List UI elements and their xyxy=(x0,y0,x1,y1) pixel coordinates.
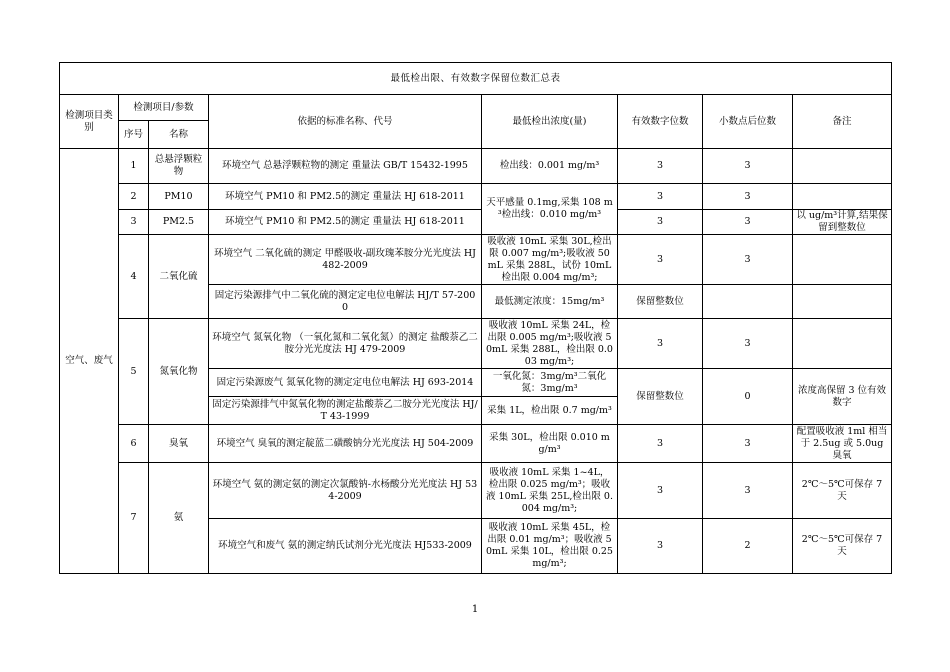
standard-cell: 固定污染源排气中氮氧化物的测定盐酸萘乙二胺分光光度法 HJ/T 43-1999 xyxy=(209,397,482,425)
table-row xyxy=(60,210,892,235)
name-cell: PM2.5 xyxy=(149,210,209,235)
header-sig-digits: 有效数字位数 xyxy=(618,95,703,149)
header-seq: 序号 xyxy=(119,121,149,149)
table-row xyxy=(60,184,892,210)
seq-cell: 7 xyxy=(119,463,149,574)
seq-cell: 4 xyxy=(119,235,149,319)
remark-cell: 2℃～5℃可保存 7 天 xyxy=(793,519,892,574)
standard-cell: 环境空气 氨的测定氨的测定次氯酸钠-水杨酸分光光度法 HJ 534-2009 xyxy=(209,463,482,519)
dec-cell: 3 xyxy=(703,210,793,235)
limit-cell: 吸收液 10mL 采集 1~4L，检出限 0.025 mg/m³；吸收液 10mL 采集 25L,检出限 0.004 mg/m³; xyxy=(482,463,618,519)
dec-cell: 0 xyxy=(703,369,793,425)
dec-cell: 3 xyxy=(703,463,793,519)
standard-cell: 固定污染源排气中二氧化硫的测定定电位电解法 HJ/T 57-2000 xyxy=(209,285,482,319)
remark-cell xyxy=(793,235,892,285)
category-cell: 空气、废气 xyxy=(60,149,119,574)
limit-cell: 采集 1L，检出限 0.7 mg/m³ xyxy=(482,397,618,425)
sig-cell: 3 xyxy=(618,463,703,519)
name-cell: 氨 xyxy=(149,463,209,574)
limit-cell: 吸收液 10mL 采集 24L，检出限 0.005 mg/m³;吸收液 50mL 采集 288L，检出限 0.003 mg/m³; xyxy=(482,319,618,369)
header-remarks: 备注 xyxy=(793,95,892,149)
header-detection-limit: 最低检出浓度(量) xyxy=(482,95,618,149)
sig-cell: 保留整数位 xyxy=(618,285,703,319)
dec-cell: 3 xyxy=(703,425,793,463)
seq-cell: 2 xyxy=(119,184,149,210)
summary-table xyxy=(59,62,892,574)
sig-cell: 3 xyxy=(618,425,703,463)
header-standard: 依据的标准名称、代号 xyxy=(209,95,482,149)
standard-cell: 环境空气 总悬浮颗粒物的测定 重量法 GB/T 15432-1995 xyxy=(209,149,482,184)
seq-cell: 5 xyxy=(119,319,149,425)
standard-cell: 环境空气 二氧化硫的测定 甲醛吸收-副玫瑰苯胺分光光度法 HJ 482-2009 xyxy=(209,235,482,285)
sig-cell: 3 xyxy=(618,184,703,210)
limit-cell: 最低测定浓度：15mg/m³ xyxy=(482,285,618,319)
sig-cell: 3 xyxy=(618,149,703,184)
dec-cell: 3 xyxy=(703,149,793,184)
limit-cell: 检出线：0.001 mg/m³ xyxy=(482,149,618,184)
remark-cell: 2℃～5℃可保存 7 天 xyxy=(793,463,892,519)
standard-cell: 环境空气和废气 氨的测定纳氏试剂分光光度法 HJ533-2009 xyxy=(209,519,482,574)
sig-cell: 3 xyxy=(618,319,703,369)
table-row xyxy=(60,463,892,519)
dec-cell xyxy=(703,285,793,319)
sig-cell: 3 xyxy=(618,235,703,285)
dec-cell: 3 xyxy=(703,184,793,210)
remark-cell: 以 ug/m³计算,结果保留到整数位 xyxy=(793,210,892,235)
name-cell: PM10 xyxy=(149,184,209,210)
header-category: 检测项目类别 xyxy=(60,95,119,149)
sig-cell: 保留整数位 xyxy=(618,369,703,425)
dec-cell: 2 xyxy=(703,519,793,574)
name-cell: 二氧化硫 xyxy=(149,235,209,319)
table-row xyxy=(60,235,892,285)
limit-cell: 采集 30L，检出限 0.010 mg/m³ xyxy=(482,425,618,463)
standard-cell: 环境空气 PM10 和 PM2.5的测定 重量法 HJ 618-2011 xyxy=(209,184,482,210)
name-cell: 总悬浮颗粒物 xyxy=(149,149,209,184)
dec-cell: 3 xyxy=(703,235,793,285)
remark-cell xyxy=(793,285,892,319)
dec-cell: 3 xyxy=(703,319,793,369)
remark-cell xyxy=(793,149,892,184)
table-row xyxy=(60,425,892,463)
table-title: 最低检出限、有效数字保留位数汇总表 xyxy=(60,63,892,95)
sig-cell: 3 xyxy=(618,519,703,574)
table-row xyxy=(60,319,892,369)
standard-cell: 环境空气 臭氧的测定靛蓝二磺酸钠分光光度法 HJ 504-2009 xyxy=(209,425,482,463)
remark-cell: 配置吸收液 1ml 相当于 2.5ug 或 5.0ug 臭氧 xyxy=(793,425,892,463)
seq-cell: 1 xyxy=(119,149,149,184)
seq-cell: 6 xyxy=(119,425,149,463)
name-cell: 氮氧化物 xyxy=(149,319,209,425)
header-name: 名称 xyxy=(149,121,209,149)
header-item-param: 检测项目/参数 xyxy=(119,95,209,121)
header-decimals: 小数点后位数 xyxy=(703,95,793,149)
standard-cell: 固定污染源废气 氮氧化物的测定定电位电解法 HJ 693-2014 xyxy=(209,369,482,397)
remark-cell xyxy=(793,319,892,369)
limit-cell: 天平感量 0.1mg,采集 108 m³检出线：0.010 mg/m³ xyxy=(482,184,618,235)
seq-cell: 3 xyxy=(119,210,149,235)
remark-cell: 浓度高保留 3 位有效数字 xyxy=(793,369,892,425)
limit-cell: 一氧化氮：3mg/m³二氧化氮：3mg/m³ xyxy=(482,369,618,397)
sig-cell: 3 xyxy=(618,210,703,235)
limit-cell: 吸收液 10mL 采集 30L,检出限 0.007 mg/m³;吸收液 50mL 采集 288L，试份 10mL 检出限 0.004 mg/m³; xyxy=(482,235,618,285)
table-row xyxy=(60,149,892,184)
standard-cell: 环境空气 PM10 和 PM2.5的测定 重量法 HJ 618-2011 xyxy=(209,210,482,235)
name-cell: 臭氧 xyxy=(149,425,209,463)
remark-cell xyxy=(793,184,892,210)
page-number: 1 xyxy=(471,604,479,615)
limit-cell: 吸收液 10mL 采集 45L，检出限 0.01 mg/m³；吸收液 50mL 采集 10L，检出限 0.25 mg/m³; xyxy=(482,519,618,574)
standard-cell: 环境空气 氮氧化物 （一氧化氮和二氧化氮）的测定 盐酸萘乙二胺分光光度法 HJ 479-2009 xyxy=(209,319,482,369)
